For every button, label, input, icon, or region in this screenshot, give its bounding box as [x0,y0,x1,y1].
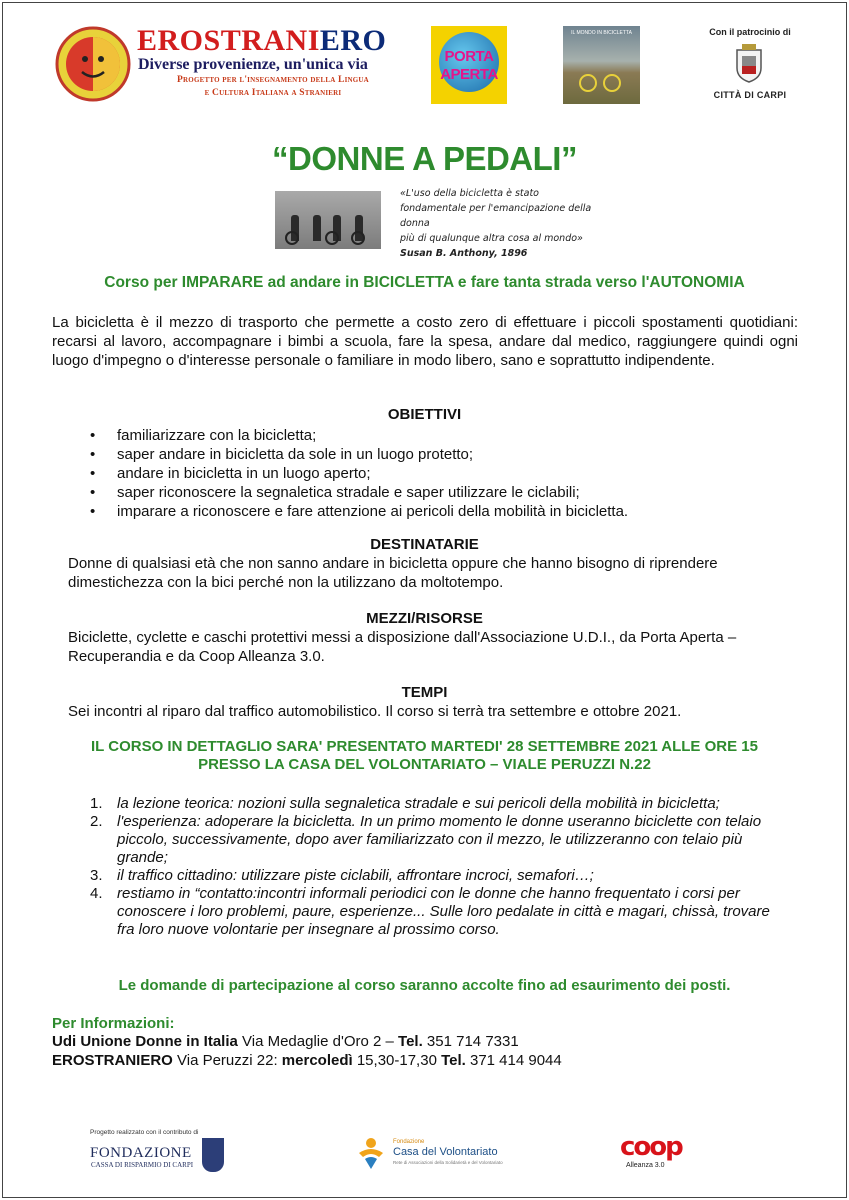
bicycle-photo: IL MONDO IN BICICLETTA [563,26,640,104]
wheel-icon [579,74,597,92]
page-title: “DONNE A PEDALI” [272,140,577,177]
volontariato-logo-icon [357,1137,385,1169]
fondazione-logo: FONDAZIONE [90,1145,192,1161]
city-name: CITTÀ DI CARPI [713,90,787,100]
list-item: 3. il traffico cittadino: utilizzare piste ciclabili, affrontare incroci, semafori…; [90,867,594,884]
sponsor-note: Progetto realizzato con il contributo di [90,1129,199,1136]
coop-logo: coop [620,1132,682,1162]
objectives-list [90,426,790,521]
erostraniero-logo [55,26,131,102]
patronage-label: Con il patrocinio di [709,27,791,37]
volontariato-small: Fondazione [393,1139,425,1145]
presentation-notice: IL CORSO IN DETTAGLIO SARA' PRESENTATO MARTEDI' 28 SETTEMBRE 2021 ALLE ORE 15 PRESSO LA CASA DEL VOLONTARIATO – VIALE PERUZZI N.22 [91,738,758,773]
resources-heading: MEZZI/RISORSE [366,610,483,627]
quote-author: Susan B. Anthony, 1896 [400,248,528,259]
fondazione-subtitle: CASSA DI RISPARMIO DI CARPI [91,1161,194,1169]
wheel-icon [603,74,621,92]
porta-aperta-logo: PORTA APERTA [431,26,507,104]
list-item: 2. l'esperienza: adoperare la bicicletta. In un primo momento le donne useranno biciclette con telaio piccolo, successivamente, dopo aver familiarizzato con il mezzo, le utilizzeranno con telaio più grande; [90,813,762,866]
list-item: • familiarizzare con la bicicletta; [90,426,790,445]
erostraniero-tagline: Diverse provenienze, un'unica via [138,56,368,73]
volontariato-tagline: Rete di Associazioni della Solidarietà e del Volontariato [393,1160,503,1165]
intro-paragraph: La bicicletta è il mezzo di trasporto che permette a costo zero di effettuare i piccoli spostamenti quotidiani: recarsi al lavoro, accompagnare i bimbi a scuola, fare la spesa, andare dal medico, raggiungere quindi ogni luogo d'impegno o d'interesse personale o familiare in modo libero, sano e soprattutto indipendente. [52,314,798,369]
list-item: 4. restiamo in “contatto:incontri informali periodici con le donne che hanno frequentato i corsi per conoscere i loro problemi, paure, esperienze... Sulle loro pedalate in città e magari, chissà, trovare fra loro nuove volontarie per insegnare al prossimo corso. [90,885,770,938]
target-text: Donne di qualsiasi età che non sanno andare in bicicletta oppure che hanno bisogno di riprendere dimestichezza con la bici perché non la utilizzano da moltotempo. [68,555,718,591]
list-item: • saper andare in bicicletta da sole in un luogo protetto; [90,445,790,464]
resources-text: Biciclette, cyclette e caschi protettivi messi a disposizione dall'Associazione U.D.I., da Porta Aperta – Recuperandia e da Coop Alleanza 3.0. [68,629,737,665]
subtitle: Corso per IMPARARE ad andare in BICICLETTA e fare tanta strada verso l'AUTONOMIA [104,274,745,291]
list-item: • saper riconoscere la segnaletica stradale e saper utilizzare le ciclabili; [90,483,790,502]
volontariato-name: Casa del Volontariato [393,1146,498,1158]
erostraniero-contact: EROSTRANIERO Via Peruzzi 22: mercoledì 15,30-17,30 Tel. 371 414 9044 [52,1052,562,1069]
deadline-notice: Le domande di partecipazione al corso saranno accolte fino ad esaurimento dei posti. [118,977,731,994]
erostraniero-project: Progetto per l'insegnamento della Lingua e Cultura Italiana a Stranieri [177,75,369,98]
coop-subtitle: Alleanza 3.0 [626,1162,665,1169]
udi-contact: Udi Unione Donne in Italia Via Medaglie d'Oro 2 – Tel. 351 714 7331 [52,1033,519,1050]
list-item: • imparare a riconoscere e fare attenzione ai pericoli della mobilità in bicicletta. [90,502,790,521]
fondazione-crest-icon [202,1138,224,1172]
carpi-crest-icon [733,44,765,84]
quote: «L'uso della bicicletta è stato fondamentale per l'emancipazione della donna più di qualunque altra cosa al mondo» Susan B. Anthony, 1896 [400,186,620,261]
times-heading: TEMPI [401,684,448,701]
info-heading: Per Informazioni: [52,1015,175,1032]
program-list [90,795,780,939]
target-heading: DESTINATARIE [370,536,479,553]
times-text: Sei incontri al riparo dal traffico automobilistico. Il corso si terrà tra settembre e ottobre 2021. [68,703,682,720]
list-item: • andare in bicicletta in un luogo aperto; [90,464,790,483]
historic-cyclists-photo [275,191,381,249]
list-item: 1. la lezione teorica: nozioni sulla segnaletica stradale e sui pericoli della mobilità in bicicletta; [90,795,720,812]
erostraniero-title: EROSTRANIERO [137,24,387,57]
objectives-heading: OBIETTIVI [387,406,462,423]
